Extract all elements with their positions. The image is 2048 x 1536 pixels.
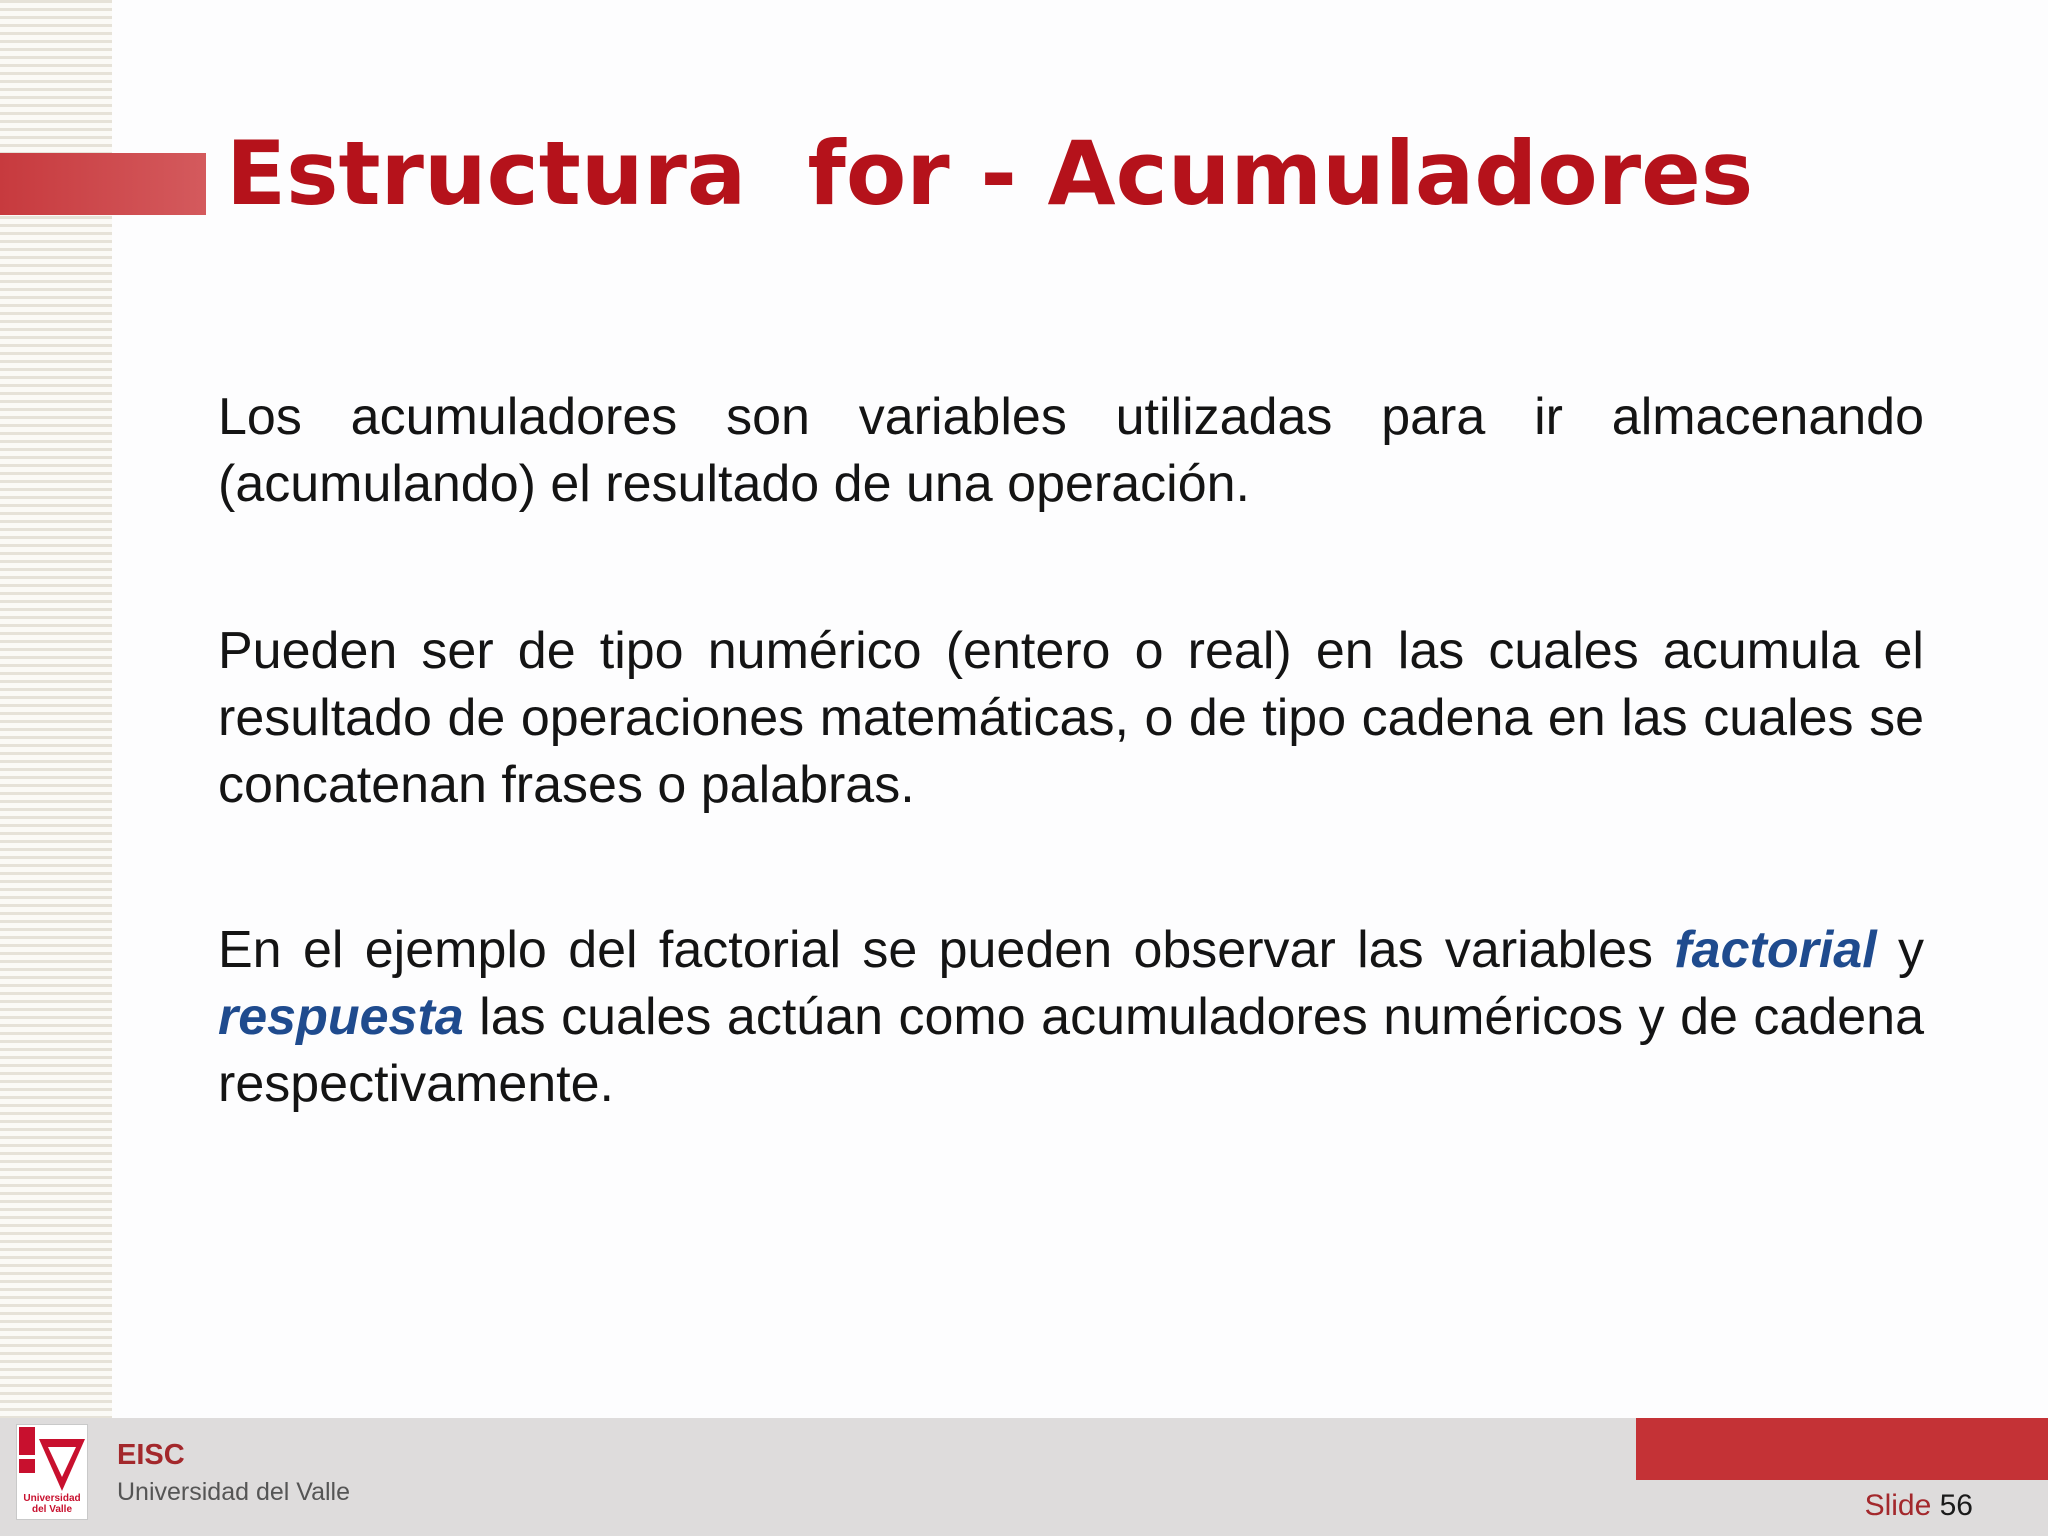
paragraph-definition: Los acumuladores son variables utilizadas para ir almacenando (acumulando) el resultado de una operación. — [218, 388, 1924, 513]
footer-accent-bar — [1636, 1418, 2048, 1480]
emphasis-factorial: factorial — [1674, 921, 1877, 979]
slide-number — [1865, 1488, 1973, 1524]
logo-text-line2: del Valle — [31, 1504, 73, 1515]
univalle-logo-icon — [16, 1424, 88, 1520]
paragraph-types: Pueden ser de tipo numérico (entero o real) en las cuales acumula el resultado de operaciones matemáticas, o de tipo cadena en las cuales se concatenan frases o palabras. — [218, 622, 1924, 814]
example-text-start: En el ejemplo del factorial se pueden observar las variables — [218, 921, 1675, 979]
example-text-middle: y — [1876, 921, 1924, 979]
footer-university: Universidad del Valle — [117, 1478, 350, 1506]
example-text-end: las cuales actúan como acumuladores numéricos y de cadena respectivamente. — [218, 988, 1924, 1113]
logo-shield-icon — [17, 1425, 87, 1493]
slide-title: Estructura for - Acumuladores — [226, 122, 1754, 225]
paragraph-example — [218, 917, 1924, 1118]
slide-number-value: 56 — [1939, 1489, 1973, 1522]
emphasis-respuesta: respuesta — [218, 988, 464, 1046]
logo-text-line1: Universidad — [23, 1493, 81, 1504]
footer-department: EISC — [117, 1439, 185, 1471]
title-accent-bar — [0, 153, 206, 215]
slide-label: Slide — [1864, 1489, 1932, 1522]
